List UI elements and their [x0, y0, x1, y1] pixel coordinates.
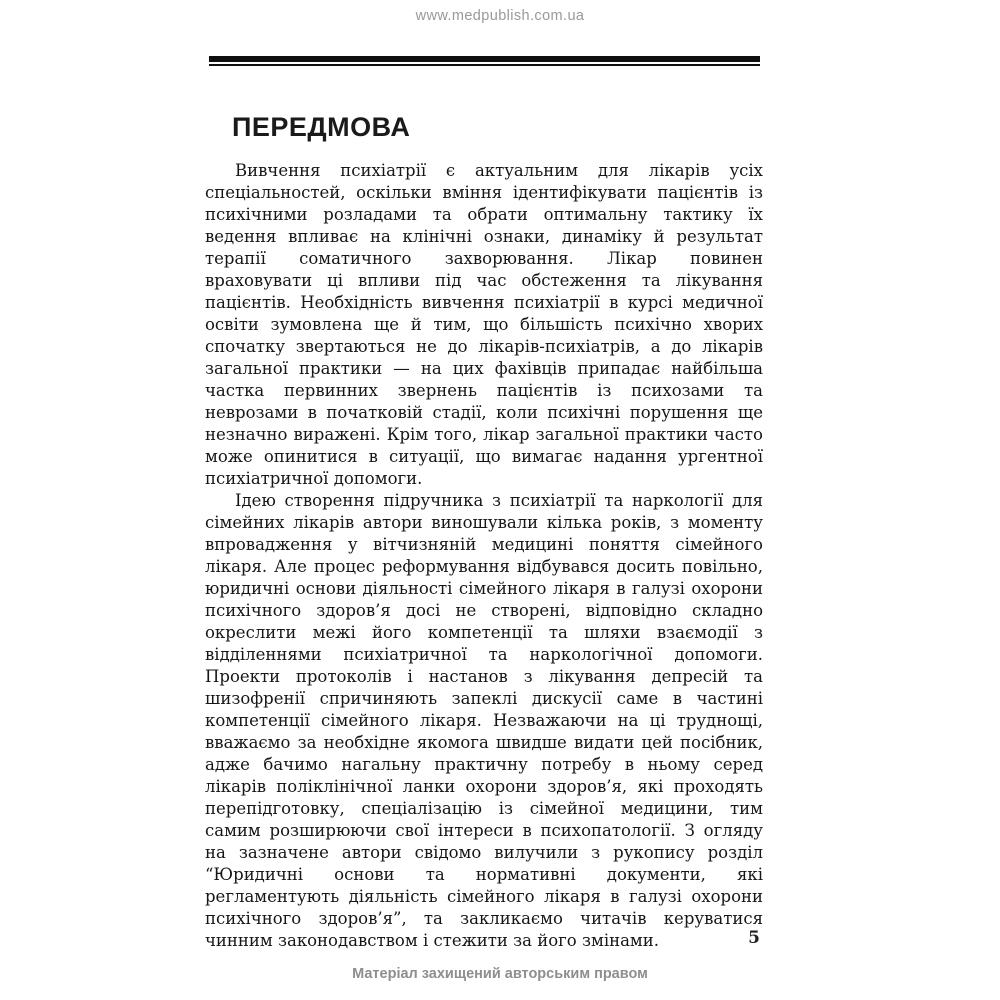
- page-number: 5: [748, 928, 760, 948]
- double-rule-divider: [209, 56, 760, 66]
- paragraph-2: Ідею створення підручника з психіатрії та наркології для сімейних лікарів автори виношували кілька років, з моменту впровадження у вітчизняній медицині поняття сімейного лікаря. Але процес реформування відбувався досить повільно, юридичні основи діяльності сімейного лікаря в галузі охорони психічного здоров’я досі не створені, відповідно складно окреслити межі його компетенції та шляхи взаємодії з відділеннями психіатричної та наркологічної допомоги. Проекти протоколів і настанов з лікування депресій та шизофренії спричиняють запеклі дискусії саме в частині компетенції сімейного лікаря. Незважаючи на ці труднощі, вважаємо за необхідне якомога швидше видати цей посібник, адже бачимо нагальну практичну потребу в ньому серед лікарів поліклінічної ланки охорони здоров’я, які проходять перепідготовку, спеціалізацію із сімейної медицини, тим самим розширюючи свої інтереси в психопатології. З огляду на зазначене автори свідомо вилучили з рукопису розділ “Юридичні основи та нормативні документи, які регламентують діяльність сімейного лікаря в галузі охорони психічного здоров’я”, та закликаємо читачів керуватися чинним законодавством і стежити за його змінами.: [205, 491, 763, 950]
- chapter-title: ПЕРЕДМОВА: [232, 112, 411, 142]
- copyright-notice: Матеріал захищений авторським правом: [352, 966, 648, 982]
- paragraph-1: Вивчення психіатрії є актуальним для лікарів усіх спеціальностей, оскільки вміння ідентифікувати пацієнтів із психічними розладами та обрати оптимальну тактику їх ведення впливає на клінічні ознаки, динаміку й результат терапії соматичного захворювання. Лікар повинен враховувати ці впливи під час обстеження та лікування пацієнтів. Необхідність вивчення психіатрії в курсі медичної освіти зумовлена ще й тим, що більшість психічно хворих спочатку звертаються не до лікарів-психіатрів, а до лікарів загальної практики — на цих фахівців припадає найбільша частка первинних звернень пацієнтів із психозами та неврозами в початковій стадії, коли психічні порушення ще незначно виражені. Крім того, лікар загальної практики часто може опинитися в ситуації, що вимагає надання ургентної психіатричної допомоги.: [205, 161, 763, 488]
- header-website-url: www.medpublish.com.ua: [415, 8, 585, 24]
- rule-thin-line: [209, 64, 760, 66]
- rule-thick-line: [209, 56, 760, 62]
- body-text-block: [205, 160, 763, 952]
